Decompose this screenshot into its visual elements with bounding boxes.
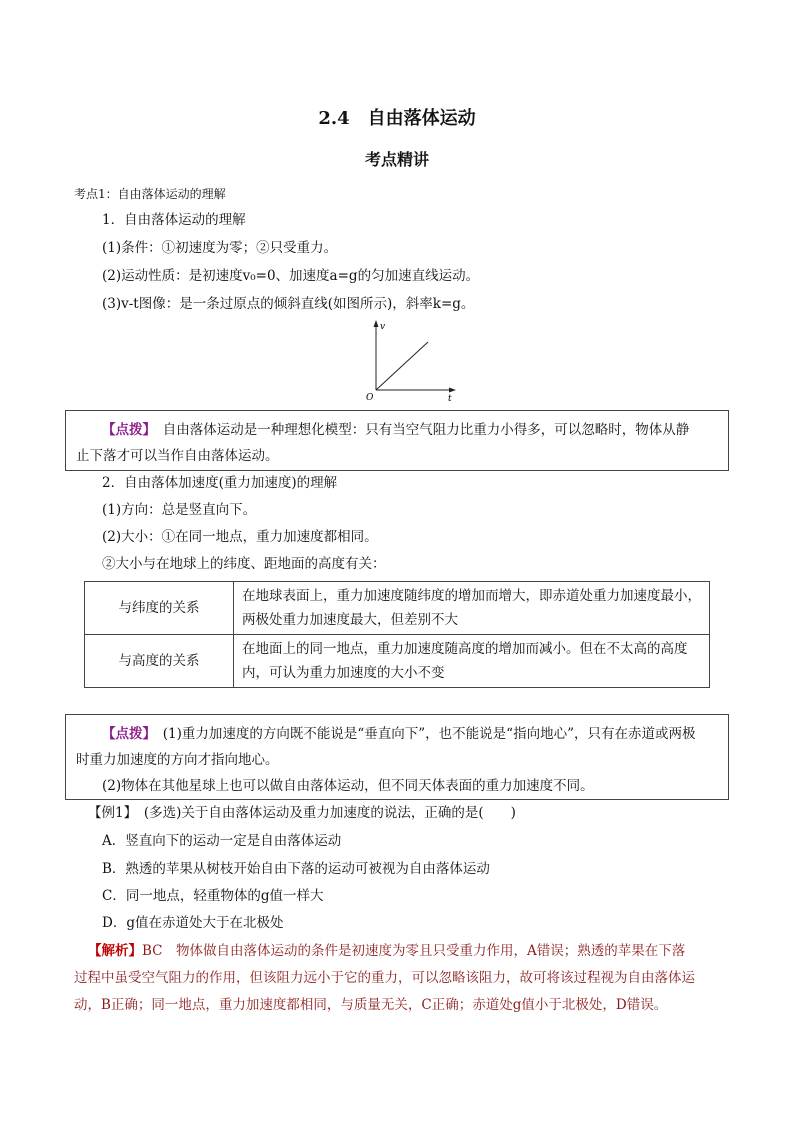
option-c: C．同一地点，轻重物体的g值一样大: [102, 888, 324, 904]
tip-text: 自由落体运动是一种理想化模型：只有当空气阻力比重力小得多，可以忽略时，物体从静: [149, 422, 690, 438]
table-value-cell: [234, 582, 710, 635]
gravity-table: [84, 581, 710, 688]
origin-label: O: [366, 393, 374, 402]
vt-line: [376, 342, 428, 390]
example-question: [88, 803, 516, 823]
y-axis-arrow: [374, 320, 379, 327]
table-value-line: 两极处重力加速度最大，但差别不大: [242, 612, 458, 628]
tip-text-3: (2)物体在其他星球上也可以做自由落体运动，但不同天体表面的重力加速度不同。: [102, 778, 594, 794]
example-label: 【例1】: [88, 805, 131, 821]
analysis-label: 【解析】: [88, 943, 142, 959]
item-title: 2．自由落体加速度(重力加速度)的理解: [102, 475, 338, 491]
tip-text-2: 时重力加速度的方向才指向地心。: [76, 752, 279, 768]
tip-label: 【点拨】: [102, 726, 150, 742]
table-value-cell: [234, 635, 710, 688]
table-row: [85, 635, 710, 688]
page-title: 2.4 自由落体运动: [318, 108, 476, 129]
vt-text: (3)v-t图像：是一条过原点的倾斜直线(如图所示)，斜率k=g。: [102, 296, 475, 312]
tip-box-1: [65, 410, 729, 471]
item-title: 1．自由落体运动的理解: [102, 212, 246, 228]
page-subtitle: 考点精讲: [364, 150, 429, 169]
example-question-text: (多选)关于自由落体运动及重力加速度的说法，正确的是( ): [130, 805, 516, 821]
x-axis-arrow: [449, 388, 456, 393]
tip-text-2: 止下落才可以当作自由落体运动。: [76, 448, 279, 464]
tip-text: (1)重力加速度的方向既不能说是“垂直向下”，也不能说是“指向地心”，只有在赤道或两极: [149, 726, 696, 742]
table-value-line: 在地球表面上，重力加速度随纬度的增加而增大，即赤道处重力加速度最小，: [242, 588, 701, 604]
table-key-cell: 与高度的关系: [85, 635, 234, 688]
section-heading: 考点1：自由落体运动的理解: [74, 187, 226, 201]
magnitude-text: (2)大小：①在同一地点，重力加速度都相同。: [102, 529, 378, 545]
analysis-line-3: 动，B正确；同一地点，重力加速度都相同，与质量无关，C正确；赤道处g值小于北极处，D错误。: [74, 997, 668, 1013]
table-key-cell: 与纬度的关系: [85, 582, 234, 635]
table-value-line: 在地面上的同一地点，重力加速度随高度的增加而减小。但在不太高的高度: [242, 641, 688, 657]
option-b: B．熟透的苹果从树枝开始自由下落的运动可被视为自由落体运动: [102, 861, 490, 877]
direction-text: (1)方向：总是竖直向下。: [102, 502, 257, 518]
vt-graph: [366, 318, 462, 402]
y-axis-label: v: [380, 322, 386, 332]
tip-label: 【点拨】: [102, 422, 150, 438]
x-axis-label: t: [448, 394, 452, 402]
nature-text: (2)运动性质：是初速度v₀=0、加速度a=g的匀加速直线运动。: [102, 268, 480, 284]
option-d: D．g值在赤道处大于在北极处: [102, 915, 284, 931]
magnitude-text-2: ②大小与在地球上的纬度、距地面的高度有关：: [102, 556, 386, 572]
table-row: [85, 582, 710, 635]
condition-text: (1)条件：①初速度为零；②只受重力。: [102, 240, 338, 256]
option-a: A．竖直向下的运动一定是自由落体运动: [102, 833, 342, 849]
table-value-line: 内，可认为重力加速度的大小不变: [242, 665, 445, 681]
analysis-line-2: 过程中虽受空气阻力的作用，但该阻力远小于它的重力，可以忽略该阻力，故可将该过程视为自由落体运: [74, 970, 695, 986]
analysis-text: BC 物体做自由落体运动的条件是初速度为零且只受重力作用，A错误；熟透的苹果在下落: [142, 943, 686, 959]
tip-box-2: [65, 714, 729, 800]
analysis-line-1: [88, 941, 685, 961]
